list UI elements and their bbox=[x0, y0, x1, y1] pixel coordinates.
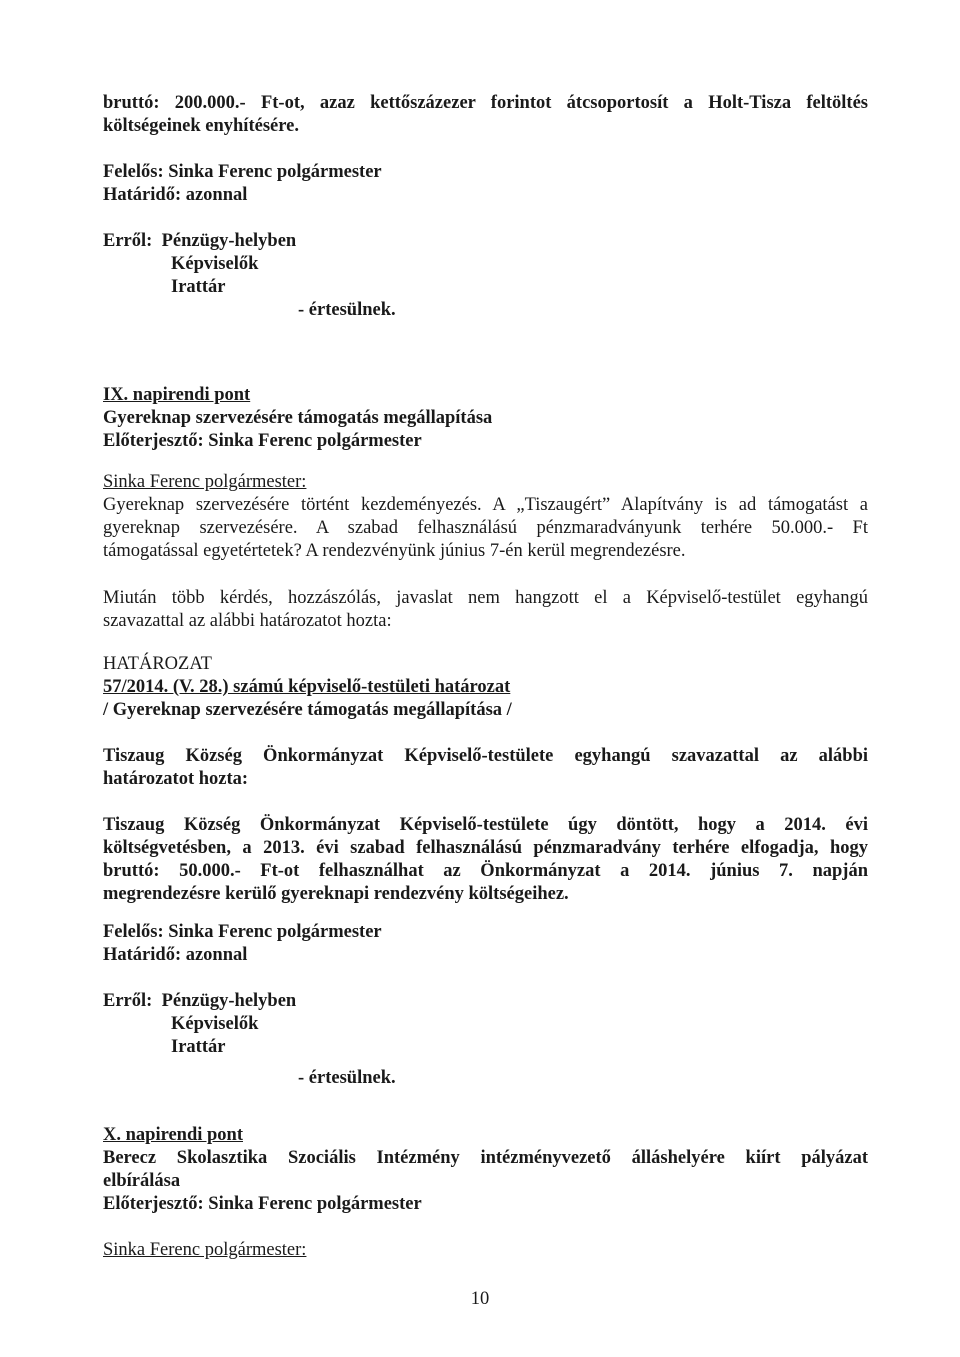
discussion-line: szavazattal az alábbi határozatot hozta: bbox=[103, 611, 392, 631]
agenda-item-10-speech bbox=[103, 1239, 868, 1262]
adoption-paragraph bbox=[103, 745, 868, 791]
presenter: Előterjesztő: Sinka Ferenc polgármester bbox=[103, 1194, 422, 1214]
resolution-label: HATÁROZAT bbox=[103, 654, 212, 674]
agenda-title: Gyereknap szervezésére támogatás megállapítása bbox=[103, 408, 493, 428]
item9-distribution bbox=[103, 990, 868, 1090]
page-number: 10 bbox=[470, 1289, 490, 1309]
recipient: Pénzügy-helyben bbox=[161, 231, 297, 251]
agenda-item-10-header bbox=[103, 1124, 868, 1216]
speaker: Sinka Ferenc polgármester: bbox=[103, 472, 307, 492]
resolution-subject: / Gyereknap szervezésére támogatás megállapítása / bbox=[103, 700, 512, 720]
notified-line: - értesülnek. bbox=[298, 300, 396, 320]
deadline: Határidő: azonnal bbox=[103, 945, 248, 965]
recipient: Irattár bbox=[171, 277, 226, 297]
recipient: Képviselők bbox=[171, 254, 259, 274]
intro-line: bruttó: 200.000.- Ft-ot, azaz kettőszázezer forintot átcsoportosít a Holt-Tisza feltöltés bbox=[103, 93, 868, 113]
agenda-heading: X. napirendi pont bbox=[103, 1125, 243, 1145]
resolution-number: 57/2014. (V. 28.) számú képviselő-testületi határozat bbox=[103, 677, 511, 697]
decision-line: bruttó: 50.000.- Ft-ot felhasználhat az Önkormányzat a 2014. június 7. napján bbox=[103, 861, 868, 881]
intro-line: költségeinek enyhítésére. bbox=[103, 116, 299, 136]
agenda-item-9-speech bbox=[103, 471, 868, 563]
distribution-line bbox=[103, 990, 868, 1013]
deadline: Határidő: azonnal bbox=[103, 185, 248, 205]
agenda-heading: IX. napirendi pont bbox=[103, 385, 251, 405]
responsible-person: Felelős: Sinka Ferenc polgármester bbox=[103, 922, 382, 942]
item9-responsibility bbox=[103, 921, 868, 967]
discussion-paragraph bbox=[103, 587, 868, 633]
decision-line: költségvetésben, a 2013. évi szabad felhasználású pénzmaradvány terhére elfogadja, hogy bbox=[103, 838, 868, 858]
presenter: Előterjesztő: Sinka Ferenc polgármester bbox=[103, 431, 422, 451]
responsible-person: Felelős: Sinka Ferenc polgármester bbox=[103, 162, 382, 182]
adoption-line: határozatot hozta: bbox=[103, 769, 249, 789]
recipient: Képviselők bbox=[171, 1014, 259, 1034]
recipient: Pénzügy-helyben bbox=[161, 991, 297, 1011]
agenda-item-9-header bbox=[103, 384, 868, 453]
decision-line: Tiszaug Község Önkormányzat Képviselő-testülete úgy döntött, hogy a 2014. évi bbox=[103, 815, 868, 835]
notified-line: - értesülnek. bbox=[298, 1068, 396, 1088]
adoption-line: Tiszaug Község Önkormányzat Képviselő-testülete egyhangú szavazattal az alábbi bbox=[103, 746, 868, 766]
distribution-label: Erről: bbox=[103, 991, 153, 1011]
distribution-line bbox=[103, 230, 868, 253]
decision-line: megrendezésre kerülő gyereknapi rendezvény költségeihez. bbox=[103, 884, 569, 904]
intro-responsibility bbox=[103, 161, 868, 207]
resolution-block bbox=[103, 653, 868, 722]
speech-line: Gyereknap szervezésére történt kezdeményezés. A „Tiszaugért” Alapítvány is ad támogatást a bbox=[103, 495, 868, 515]
speech-line: gyereknap szervezésére. A szabad felhasználású pénzmaradványunk terhére 50.000.- Ft bbox=[103, 518, 868, 538]
discussion-line: Miután több kérdés, hozzászólás, javaslat nem hangzott el a Képviselő-testület egyhangú bbox=[103, 588, 868, 608]
distribution-label: Erről: bbox=[103, 231, 153, 251]
decision-paragraph bbox=[103, 814, 868, 906]
recipient: Irattár bbox=[171, 1037, 226, 1057]
speaker: Sinka Ferenc polgármester: bbox=[103, 1240, 307, 1260]
agenda-title: elbírálása bbox=[103, 1171, 181, 1191]
agenda-title: Berecz Skolasztika Szociális Intézmény intézményvezető álláshelyére kiírt pályázat bbox=[103, 1148, 868, 1168]
intro-paragraph bbox=[103, 92, 868, 138]
intro-distribution bbox=[103, 230, 868, 322]
speech-line: támogatással egyetértetek? A rendezvényünk június 7-én kerül megrendezésre. bbox=[103, 541, 686, 561]
